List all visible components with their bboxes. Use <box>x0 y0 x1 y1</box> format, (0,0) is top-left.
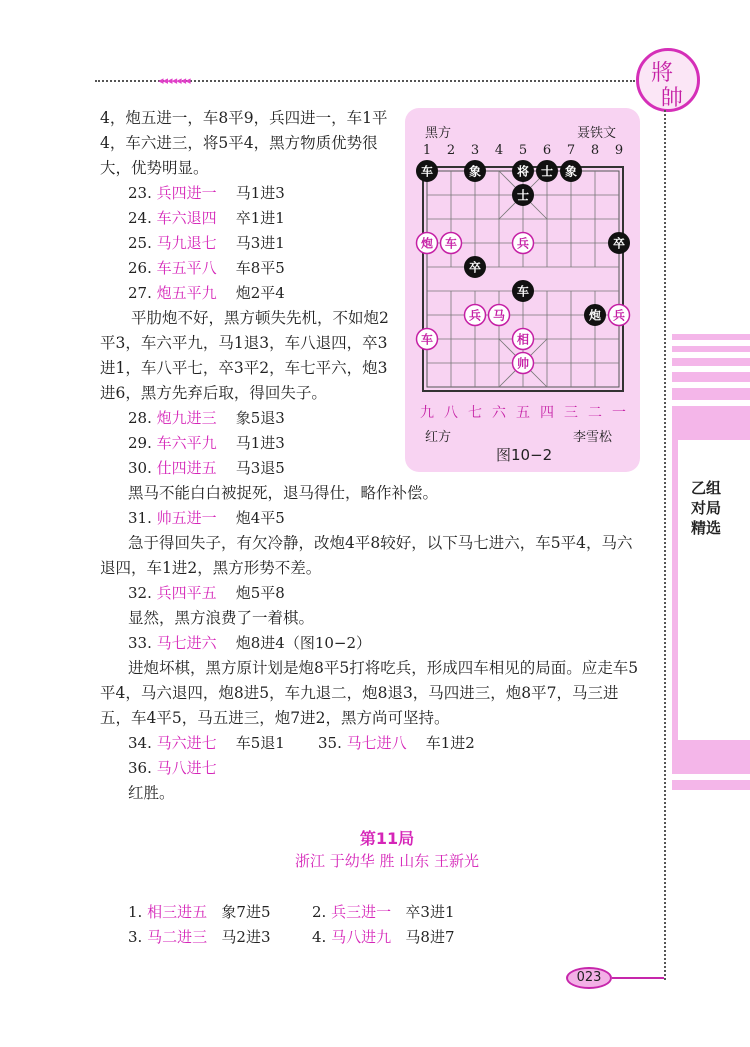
bottom-file-number: 六 <box>492 405 506 421</box>
black-piece-label: 车 <box>516 284 530 299</box>
black-piece-label: 象 <box>468 164 482 179</box>
black-piece-label: 卒 <box>612 236 626 251</box>
seal-top-char: 將 <box>651 61 674 86</box>
red-piece-label: 马 <box>492 308 506 323</box>
figure-caption: 图10−2 <box>496 446 553 464</box>
black-piece-label: 炮 <box>588 308 602 323</box>
black-piece-label: 士 <box>540 164 554 179</box>
result-text: 红胜。 <box>128 784 175 802</box>
top-file-number: 7 <box>566 143 576 158</box>
red-piece-label: 车 <box>444 236 458 251</box>
red-piece-label: 相 <box>516 332 530 347</box>
chapter-tab-label: 乙组对局精选 <box>690 479 721 537</box>
bottom-file-number: 二 <box>588 405 602 421</box>
red-piece-label: 兵 <box>612 308 626 323</box>
bottom-file-number: 九 <box>420 405 434 421</box>
bottom-file-number: 四 <box>540 405 554 421</box>
black-piece-label: 车 <box>420 164 434 179</box>
top-file-number: 2 <box>446 143 456 158</box>
top-file-number: 8 <box>590 143 600 158</box>
move-line: 32. 兵四平五 炮5平8 <box>128 584 285 602</box>
tab-stripe <box>672 740 750 774</box>
top-file-number: 9 <box>614 143 624 158</box>
game-players: 浙江 于幼华 胜 山东 王新光 <box>294 852 480 870</box>
move-line: 28. 炮九进三 象5退3 <box>128 409 285 427</box>
bottom-file-number: 一 <box>612 405 626 421</box>
comment-paragraph: 进炮坏棋，黑方原计划是炮8平5打将吃兵，形成四车相见的局面。应走车5平4，马六退四，炮8进5，车九退二，炮8退3，马四进三，炮8平7，马三进五，车4平5，马五进三，炮7进2，黑方尚可坚持。 <box>100 659 639 727</box>
red-piece-label: 车 <box>420 332 434 347</box>
move-line: 24. 车六退四 卒1进1 <box>128 209 285 227</box>
page-number-rule <box>612 977 664 979</box>
move-line: 30. 仕四进五 马3退5 <box>128 459 285 477</box>
black-piece-label: 象 <box>564 164 578 179</box>
red-piece-label: 帅 <box>516 356 530 371</box>
move-line: 29. 车六平九 马1进3 <box>128 434 285 452</box>
red-piece-label: 兵 <box>516 236 530 251</box>
move-line: 3. 马二进三 马2进3 <box>128 928 271 946</box>
black-piece-label: 卒 <box>468 260 482 275</box>
top-file-number: 1 <box>422 143 432 158</box>
move-line: 27. 炮五平九 炮2平4 <box>128 284 285 302</box>
move-line: 23. 兵四进一 马1进3 <box>128 184 285 202</box>
move-line: 25. 马九退七 马3进1 <box>128 234 285 252</box>
move-line: 26. 车五平八 车8平5 <box>128 259 285 277</box>
tab-stripe <box>672 388 750 400</box>
move-line: 4. 马八进九 马8进7 <box>312 928 455 946</box>
top-file-number: 5 <box>518 143 528 158</box>
bottom-file-number: 七 <box>468 405 482 421</box>
move-line: 2. 兵三进一 卒3进1 <box>312 903 455 921</box>
seal-bottom-char: 帥 <box>661 86 684 111</box>
move-line: 34. 马六进七 车5退1 <box>128 734 285 752</box>
red-piece-label: 炮 <box>420 236 434 251</box>
tab-stripe <box>672 346 750 352</box>
tab-stripe <box>672 780 750 790</box>
tab-stripe <box>672 334 750 340</box>
bottom-file-number: 八 <box>444 405 458 421</box>
bottom-file-number: 五 <box>516 405 530 421</box>
xiangqi-board <box>405 108 640 428</box>
comment-paragraph: 显然，黑方浪费了一着棋。 <box>128 609 315 627</box>
comment-paragraph: 黑马不能白白被捉死，退马得仕，略作补偿。 <box>128 484 439 502</box>
move-line: 31. 帅五进一 炮4平5 <box>128 509 285 527</box>
comment-paragraph: 平肋炮不好，黑方顿失先机，不如炮2平3，车六平九，马1退3，车八退四，卒3进1，车八平七，卒3平2，车七平六，炮3进6，黑方先弃后取，得回失子。 <box>100 309 389 402</box>
header-ornament: ◂◂◂◂◂◂◂ <box>158 74 190 87</box>
tab-stripe <box>672 372 750 382</box>
red-piece-label: 兵 <box>468 308 482 323</box>
comment-paragraph: 急于得回失子，有欠冷静，改炮4平8较好，以下马七进六，车5平4，马六退四，车1进2，黑方形势不差。 <box>100 534 633 577</box>
top-file-number: 3 <box>470 143 480 158</box>
move-line: 35. 马七进八 车1进2 <box>318 734 475 752</box>
general-seal <box>636 48 700 112</box>
black-piece-label: 士 <box>516 188 530 203</box>
move-line: 1. 相三进五 象7进5 <box>128 903 271 921</box>
tab-stripe <box>672 358 750 366</box>
black-side-label: 黑方 <box>425 126 452 141</box>
top-file-number: 6 <box>542 143 552 158</box>
page-number: 023 <box>566 967 612 989</box>
move-line: 36. 马八进七 <box>128 759 217 777</box>
top-file-number: 4 <box>494 143 504 158</box>
bottom-file-number: 三 <box>564 405 578 421</box>
paragraph-continued: 4，炮五进一，车8平9，兵四进一，车1平4，车六进三，将5平4，黑方物质优势很大，优势明显。 <box>100 109 388 177</box>
game-title: 第11局 <box>359 829 415 848</box>
red-player-name: 李雪松 <box>573 430 613 445</box>
move-line: 33. 马七进六 炮8进4（图10−2） <box>128 634 372 652</box>
black-player-name: 聂铁文 <box>577 126 617 141</box>
tab-stripe <box>672 406 750 440</box>
red-side-label: 红方 <box>425 430 452 445</box>
black-piece-label: 将 <box>516 164 530 179</box>
